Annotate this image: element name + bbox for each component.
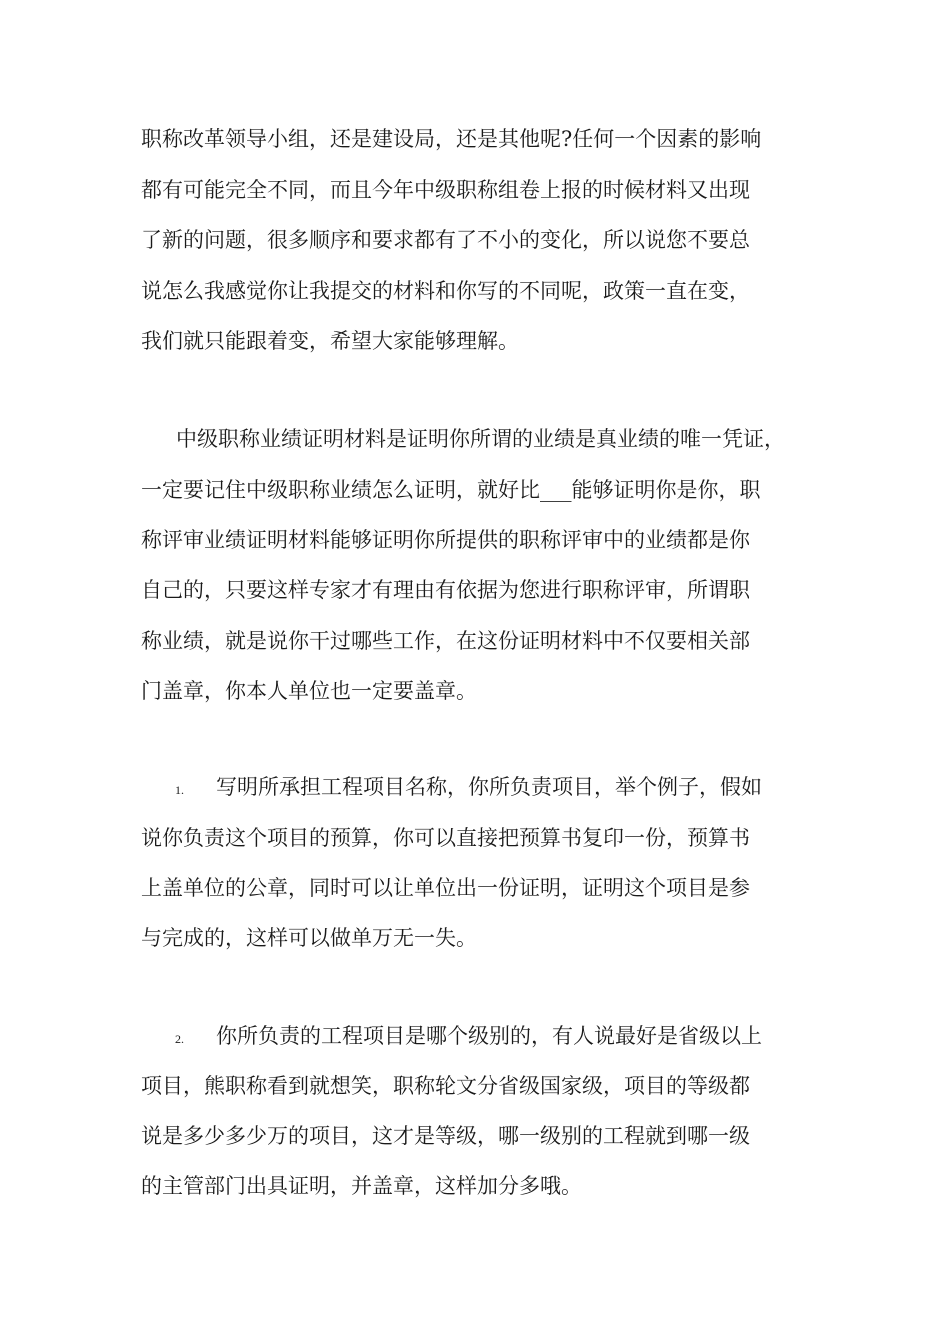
list-item-number: 2.: [175, 1032, 184, 1046]
paragraph-line: 与完成的，这样可以做单万无一失。: [141, 926, 477, 950]
list-item-number: 1.: [175, 783, 184, 797]
paragraph-line: 写明所承担工程项目名称，你所负责项目，举个例子，假如: [216, 775, 762, 799]
paragraph-line: 我们就只能跟着变，希望大家能够理解。: [141, 329, 519, 353]
paragraph-line: 自己的，只要这样专家才有理由有依据为您进行职称评审，所谓职: [141, 578, 750, 602]
paragraph-line: 中级职称业绩证明材料是证明你所谓的业绩是真业绩的唯一凭证，: [176, 427, 785, 451]
paragraph-line: 的主管部门出具证明，并盖章，这样加分多哦。: [141, 1174, 582, 1198]
paragraph-line: 门盖章，你本人单位也一定要盖章。: [141, 679, 477, 703]
paragraph-line: 了新的问题，很多顺序和要求都有了不小的变化，所以说您不要总: [141, 228, 750, 252]
paragraph-line: 项目，熊职称看到就想笑，职称轮文分省级国家级，项目的等级都: [141, 1074, 750, 1098]
paragraph-line: 说是多少多少万的项目，这才是等级，哪一级别的工程就到哪一级: [141, 1124, 750, 1148]
paragraph-line: 都有可能完全不同，而且今年中级职称组卷上报的时候材料又出现: [141, 178, 750, 202]
paragraph-line: 你所负责的工程项目是哪个级别的，有人说最好是省级以上: [216, 1024, 762, 1048]
paragraph-line: 职称改革领导小组，还是建设局，还是其他呢?任何一个因素的影响: [141, 127, 762, 151]
paragraph-line: 称评审业绩证明材料能够证明你所提供的职称评审中的业绩都是你: [141, 528, 750, 552]
paragraph-line: 称业绩，就是说你干过哪些工作，在这份证明材料中不仅要相关部: [141, 629, 750, 653]
paragraph-line: 说怎么我感觉你让我提交的材料和你写的不同呢，政策一直在变，: [141, 279, 750, 303]
paragraph-line: 上盖单位的公章，同时可以让单位出一份证明，证明这个项目是参: [141, 876, 750, 900]
paragraph-line: 一定要记住中级职称业绩怎么证明，就好比___能够证明你是你，职: [141, 478, 761, 502]
paragraph-line: 说你负责这个项目的预算，你可以直接把预算书复印一份，预算书: [141, 826, 750, 850]
